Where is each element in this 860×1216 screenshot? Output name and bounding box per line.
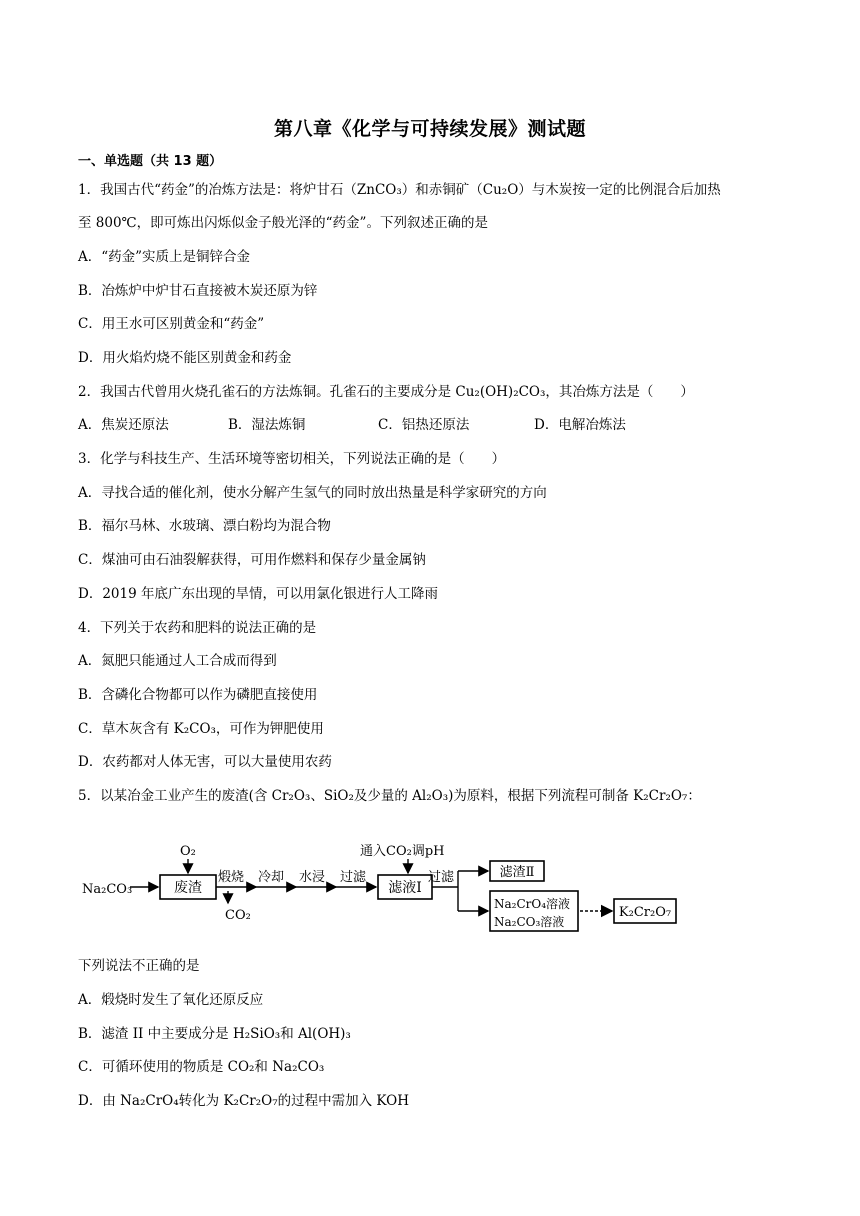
flow-feizha: 废渣 — [174, 880, 202, 896]
flow-lvzha2: 滤渣Ⅱ — [499, 865, 535, 880]
q1-option-a: A．“药金”实质上是铜锌合金 — [78, 249, 251, 265]
process-flow-diagram — [78, 835, 718, 940]
q3-option-a: A．寻找合适的催化剂，使水分解产生氢气的同时放出热量是科学家研究的方向 — [78, 485, 547, 501]
flow-tongru: 通入CO₂调pH — [360, 844, 445, 859]
q4-option-b: B．含磷化合物都可以作为磷肥直接使用 — [78, 687, 318, 703]
q4-option-d: D．农药都对人体无害，可以大量使用农药 — [78, 754, 332, 770]
flow-guolv1: 过滤 — [340, 870, 367, 885]
flow-sol2: Na₂CO₃溶液 — [494, 915, 565, 929]
q2-option-d: D．电解冶炼法 — [534, 417, 626, 433]
q1-option-c: C．用王水可区别黄金和“药金” — [78, 316, 265, 332]
q5-option-a: A．煅烧时发生了氧化还原反应 — [78, 992, 264, 1008]
page-title: 第八章《化学与可持续发展》测试题 — [273, 118, 586, 140]
flow-lengque: 冷却 — [258, 870, 285, 885]
flow-sol1: Na₂CrO₄溶液 — [494, 897, 571, 911]
flow-product: K₂Cr₂O₇ — [618, 905, 672, 920]
q5-option-b: B．滤渣 II 中主要成分是 H₂SiO₃和 Al(OH)₃ — [78, 1026, 351, 1042]
q5-stem: 5．以某冶金工业产生的废渣(含 Cr₂O₃、SiO₂及少量的 Al₂O₃)为原料，根据下列流程可制备 K₂Cr₂O₇： — [78, 788, 701, 804]
q5-stem-2: 下列说法不正确的是 — [78, 958, 200, 974]
q1-option-b: B．冶炼炉中炉甘石直接被木炭还原为锌 — [78, 283, 318, 299]
q1-stem-line2: 至 800℃，即可炼出闪烁似金子般光泽的“药金”。下列叙述正确的是 — [78, 215, 488, 231]
q4-option-c: C．草木灰含有 K₂CO₃，可作为钾肥使用 — [78, 721, 324, 737]
q5-option-c: C．可循环使用的物质是 CO₂和 Na₂CO₃ — [78, 1059, 325, 1075]
q4-stem: 4．下列关于农药和肥料的说法正确的是 — [78, 620, 317, 636]
q3-option-b: B．福尔马林、水玻璃、漂白粉均为混合物 — [78, 518, 331, 534]
flow-guolv2: 过滤 — [428, 870, 455, 885]
q1-option-d: D．用火焰灼烧不能区别黄金和药金 — [78, 350, 292, 366]
q3-option-c: C．煤油可由石油裂解获得，可用作燃料和保存少量金属钠 — [78, 552, 426, 568]
q2-option-a: A．焦炭还原法 — [78, 417, 169, 433]
flow-duanshao: 煅烧 — [218, 870, 245, 885]
flow-o2: O₂ — [180, 844, 196, 859]
section-heading: 一、单选题（共 13 题） — [78, 154, 223, 169]
flow-shuijin: 水浸 — [299, 870, 326, 885]
flow-lvye1: 滤液Ⅰ — [388, 880, 422, 896]
q1-stem-line1: 1．我国古代“药金”的冶炼方法是：将炉甘石（ZnCO₃）和赤铜矿（Cu₂O）与木炭按一定的比例混合后加热 — [78, 182, 721, 198]
q2-option-c: C．铝热还原法 — [378, 417, 470, 433]
q3-option-d: D．2019 年底广东出现的旱情，可以用氯化银进行人工降雨 — [78, 586, 438, 602]
flow-na2co3: Na₂CO₃ — [82, 882, 133, 897]
q2-stem: 2．我国古代曾用火烧孔雀石的方法炼铜。孔雀石的主要成分是 Cu₂(OH)₂CO₃，其冶炼方法是（ ） — [78, 384, 694, 400]
q2-options — [78, 416, 788, 434]
q3-stem: 3．化学与科技生产、生活环境等密切相关，下列说法正确的是（ ） — [78, 451, 506, 467]
q4-option-a: A．氮肥只能通过人工合成而得到 — [78, 653, 277, 669]
flow-co2: CO₂ — [225, 908, 251, 923]
q5-option-d: D．由 Na₂CrO₄转化为 K₂Cr₂O₇的过程中需加入 KOH — [78, 1093, 409, 1109]
q2-option-b: B．湿法炼铜 — [228, 417, 306, 433]
